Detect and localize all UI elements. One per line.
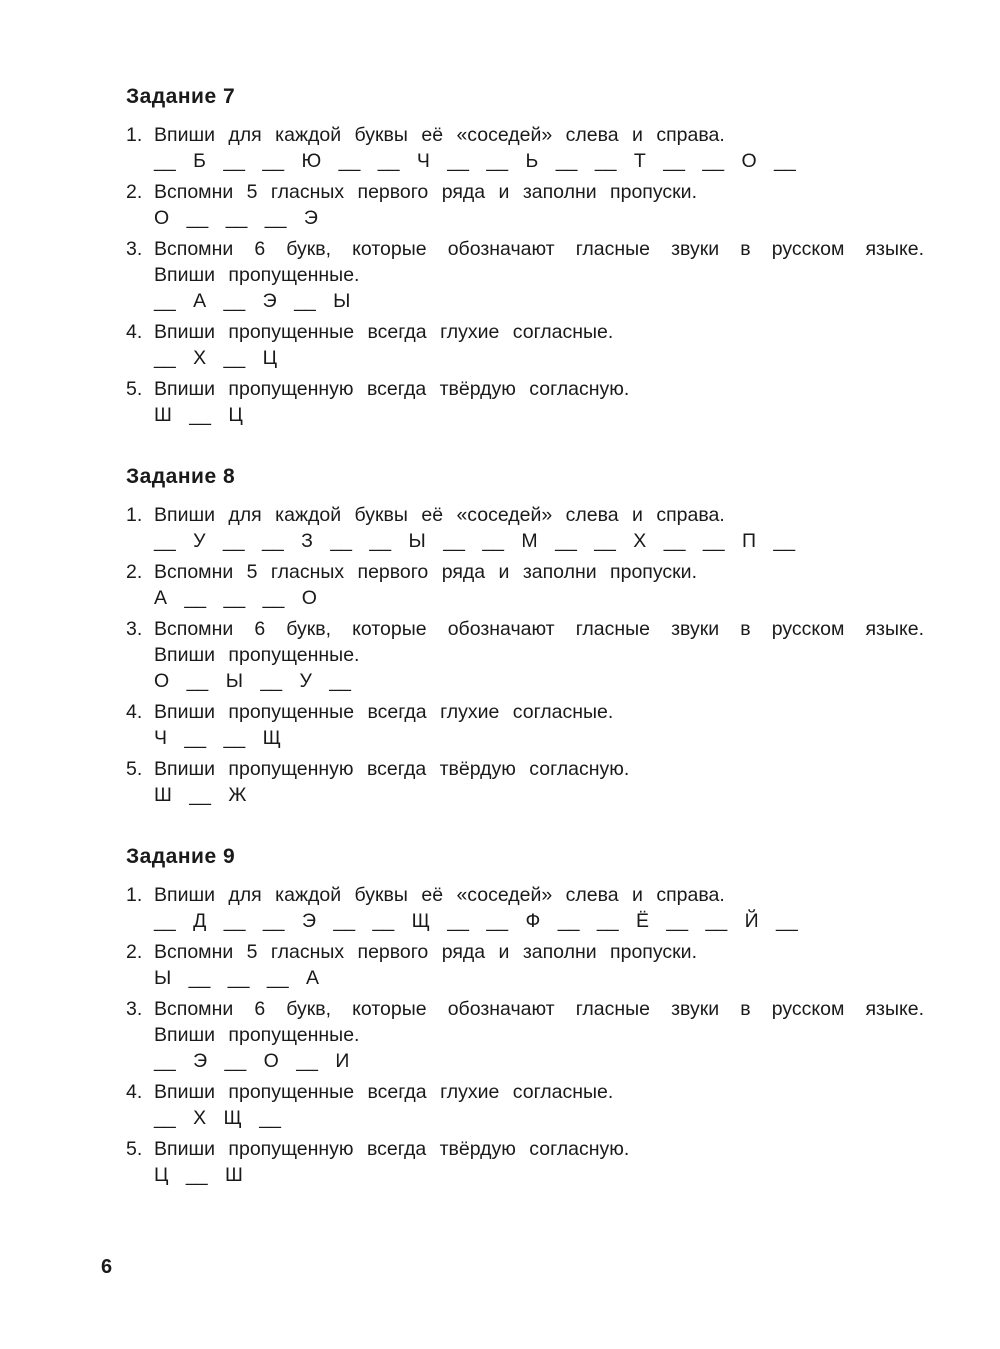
task-items <box>126 502 946 808</box>
item-instruction: Вспомни 5 гласных первого ряда и заполни пропуски. <box>154 561 697 583</box>
fill-in-pattern: О __ __ __ Э <box>154 207 318 229</box>
exercise-item <box>126 756 946 808</box>
item-number: 2. <box>126 181 143 203</box>
task-items <box>126 122 946 428</box>
fill-in-pattern: __ У __ __ З __ __ Ы __ __ М __ __ Х __ __ П __ <box>154 530 796 552</box>
exercise-item <box>126 939 946 991</box>
item-number: 4. <box>126 1081 143 1103</box>
task-title: Задание 8 <box>126 465 236 488</box>
exercise-item <box>126 616 946 694</box>
fill-in-pattern: __ Х __ Ц <box>154 347 278 369</box>
fill-in-pattern: __ Б __ __ Ю __ __ Ч __ __ Ь __ __ Т __ __ О __ <box>154 150 796 172</box>
item-number: 3. <box>126 618 143 640</box>
fill-in-pattern: Ч __ __ Щ <box>154 727 281 749</box>
exercise-item <box>126 179 946 231</box>
item-instruction: Впиши для каждой буквы её «соседей» слева и справа. <box>154 884 725 906</box>
exercise-item <box>126 699 946 751</box>
fill-in-pattern: А __ __ __ О <box>154 587 317 609</box>
item-number: 2. <box>126 941 143 963</box>
item-number: 4. <box>126 321 143 343</box>
task-items <box>126 882 946 1188</box>
fill-in-pattern: О __ Ы __ У __ <box>154 670 351 692</box>
exercise-item <box>126 376 946 428</box>
fill-in-pattern: __ А __ Э __ Ы <box>154 290 351 312</box>
item-instruction: Впиши для каждой буквы её «соседей» слева и справа. <box>154 504 725 526</box>
fill-in-pattern: __ Х Щ __ <box>154 1107 281 1129</box>
exercise-item <box>126 236 946 314</box>
item-number: 5. <box>126 378 143 400</box>
item-instruction: Впиши пропущенную всегда твёрдую согласную. <box>154 758 630 780</box>
fill-in-pattern: __ Э __ О __ И <box>154 1050 350 1072</box>
fill-in-pattern: Ш __ Ц <box>154 404 243 426</box>
item-number: 4. <box>126 701 143 723</box>
exercise-item <box>126 502 946 554</box>
item-instruction: Вспомни 6 букв, которые обозначают гласные звуки в русском языке. Впиши пропущенные. <box>154 238 924 286</box>
item-number: 5. <box>126 1138 143 1160</box>
exercise-item <box>126 882 946 934</box>
item-instruction: Впиши пропущенную всегда твёрдую согласную. <box>154 378 630 400</box>
item-instruction: Впиши для каждой буквы её «соседей» слева и справа. <box>154 124 725 146</box>
exercise-item <box>126 559 946 611</box>
exercise-item <box>126 122 946 174</box>
item-instruction: Вспомни 6 букв, которые обозначают гласные звуки в русском языке. Впиши пропущенные. <box>154 998 924 1046</box>
fill-in-pattern: Ц __ Ш <box>154 1164 243 1186</box>
exercise-item <box>126 1079 946 1131</box>
task-title: Задание 7 <box>126 85 236 108</box>
item-instruction: Впиши пропущенные всегда глухие согласные. <box>154 321 614 343</box>
page-number: 6 <box>101 1256 113 1278</box>
item-instruction: Вспомни 5 гласных первого ряда и заполни пропуски. <box>154 181 697 203</box>
fill-in-pattern: Ш __ Ж <box>154 784 247 806</box>
item-instruction: Вспомни 5 гласных первого ряда и заполни пропуски. <box>154 941 697 963</box>
item-number: 1. <box>126 504 143 526</box>
task-7 <box>126 84 946 428</box>
exercise-item <box>126 319 946 371</box>
item-instruction: Впиши пропущенные всегда глухие согласные. <box>154 1081 614 1103</box>
task-9 <box>126 844 946 1188</box>
item-instruction: Вспомни 6 букв, которые обозначают гласные звуки в русском языке. Впиши пропущенные. <box>154 618 924 666</box>
fill-in-pattern: Ы __ __ __ А <box>154 967 320 989</box>
item-instruction: Впиши пропущенную всегда твёрдую согласную. <box>154 1138 630 1160</box>
item-number: 1. <box>126 884 143 906</box>
item-instruction: Впиши пропущенные всегда глухие согласные. <box>154 701 614 723</box>
exercise-item <box>126 996 946 1074</box>
fill-in-pattern: __ Д __ __ Э __ __ Щ __ __ Ф __ __ Ё __ __ Й __ <box>154 910 798 932</box>
item-number: 3. <box>126 238 143 260</box>
task-8 <box>126 464 946 808</box>
exercise-item <box>126 1136 946 1188</box>
item-number: 2. <box>126 561 143 583</box>
item-number: 5. <box>126 758 143 780</box>
task-title: Задание 9 <box>126 845 236 868</box>
item-number: 3. <box>126 998 143 1020</box>
item-number: 1. <box>126 124 143 146</box>
